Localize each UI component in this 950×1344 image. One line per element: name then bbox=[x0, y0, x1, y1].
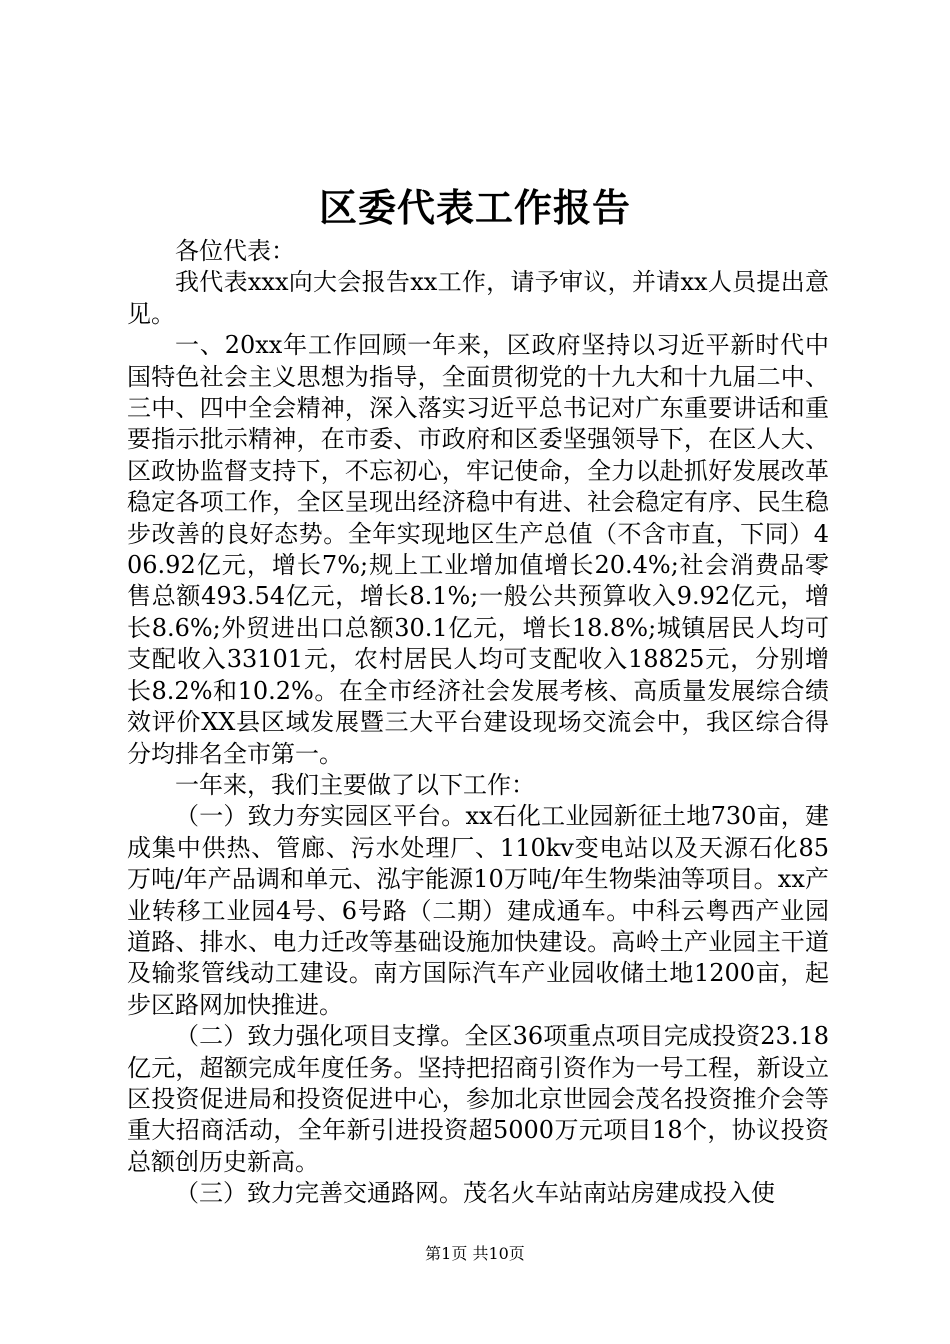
document-body bbox=[127, 236, 829, 1210]
paragraph-transport: （三）致力完善交通路网。茂名火车站南站房建成投入使 bbox=[175, 1179, 775, 1208]
paragraph-industrial-parks: （一）致力夯实园区平台。xx石化工业园新征土地730亩，建成集中供热、管廊、污水处理厂、110kv变电站以及天源石化85万吨/年产品调和单元、泓宇能源10万吨/年生物柴油等项目。xx产业转移工业园4号、6号路（二期）建成通车。中科云粤西产业园道路、排水、电力迁改等基础设施加快建设。高岭土产业园主干道及输浆管线动工建设。南方国际汽车产业园收储土地1200亩，起步区路网加快推进。 bbox=[127, 802, 829, 1019]
paragraph-work-summary: 一年来，我们主要做了以下工作： bbox=[175, 770, 535, 799]
document-title: 区委代表工作报告 bbox=[318, 185, 631, 230]
paragraph-review: 一、20xx年工作回顾一年来，区政府坚持以习近平新时代中国特色社会主义思想为指导，全面贯彻党的十九大和十九届二中、三中、四中全会精神，深入落实习近平总书记对广东重要讲话和重要指示批示精神，在市委、市政府和区委坚强领导下，在区人大、区政协监督支持下，不忘初心，牢记使命，全力以赴抓好发展改革稳定各项工作，全区呈现出经济稳中有进、社会稳定有序、民生稳步改善的良好态势。全年实现地区生产总值（不含市直，下同）406.92亿元，增长7%;规上工业增加值增长20.4%;社会消费品零售总额493.54亿元，增长8.1%;一般公共预算收入9.92亿元，增长8.6%;外贸进出口总额30.1亿元，增长18.8%;城镇居民人均可支配收入33101元，农村居民人均可支配收入18825元，分别增长8.2%和10.2%。在全市经济社会发展考核、高质量发展综合绩效评价XX县区域发展暨三大平台建设现场交流会中，我区综合得分均排名全市第一。 bbox=[127, 331, 829, 768]
paragraph-intro: 我代表xxx向大会报告xx工作，请予审议，并请xx人员提出意见。 bbox=[127, 268, 829, 328]
paragraph-salutation: 各位代表： bbox=[175, 237, 295, 265]
paragraph-projects: （二）致力强化项目支撑。全区36项重点项目完成投资23.18亿元，超额完成年度任务。坚持把招商引资作为一号工程，新设立区投资促进局和投资促进中心，参加北京世园会茂名投资推介会等重大招商活动，全年新引进投资超5000万元项目18个，协议投资总额创历史新高。 bbox=[127, 1022, 829, 1176]
page-number-footer: 第1页 共10页 bbox=[425, 1244, 525, 1263]
